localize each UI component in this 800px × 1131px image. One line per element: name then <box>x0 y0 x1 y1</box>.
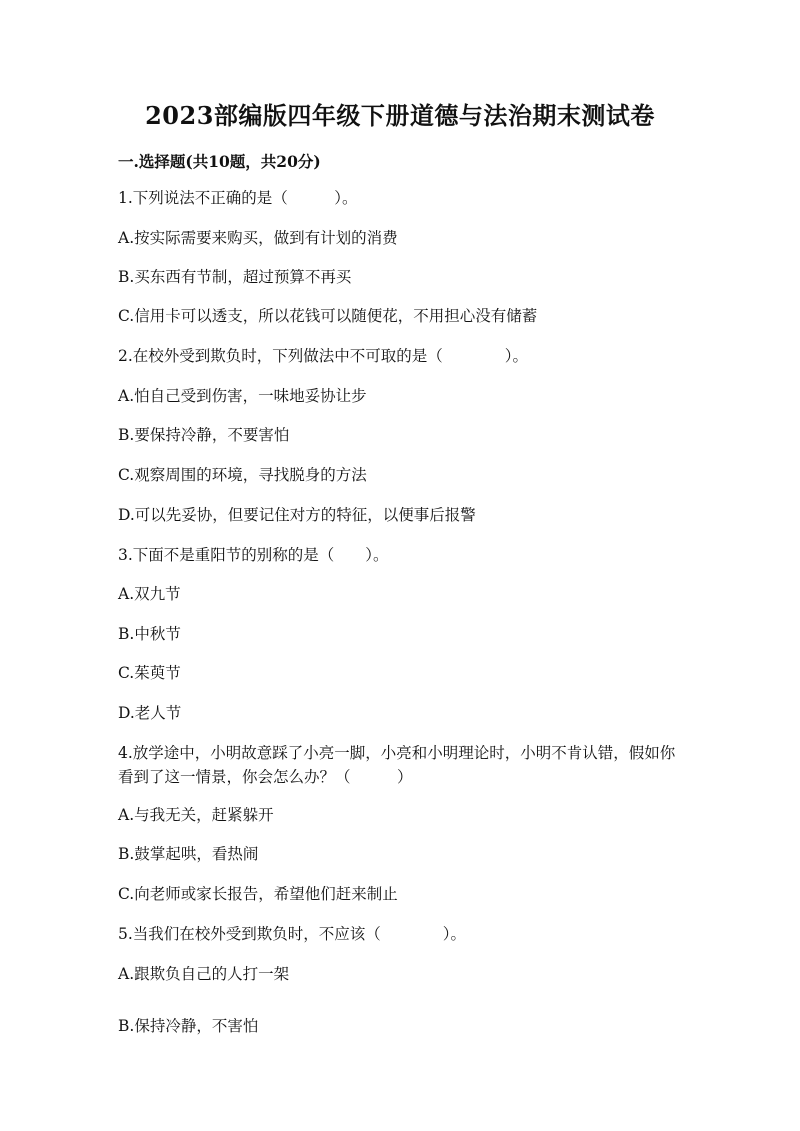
question-1-option-a: A.按实际需要来购买，做到有计划的消费 <box>118 229 398 247</box>
question-1-option-c: C.信用卡可以透支，所以花钱可以随便花，不用担心没有储蓄 <box>118 307 538 325</box>
question-5-stem: 5.当我们在校外受到欺负时，不应该（ ）。 <box>118 925 467 943</box>
question-3-option-d: D.老人节 <box>118 704 182 722</box>
exam-title: 2023部编版四年级下册道德与法治期末测试卷 <box>145 101 655 130</box>
question-4-stem: 4.放学途中，小明故意踩了小亮一脚，小亮和小明理论时，小明不肯认错，假如你看到了这一情景，你会怎么办？（ ） <box>118 744 676 786</box>
question-5-option-a: A.跟欺负自己的人打一架 <box>118 965 290 983</box>
question-2-stem: 2.在校外受到欺负时，下列做法中不可取的是（ ）。 <box>118 347 529 365</box>
question-4-option-a: A.与我无关，赶紧躲开 <box>118 806 274 824</box>
question-2-option-c: C.观察周围的环境，寻找脱身的方法 <box>118 466 367 484</box>
question-2-option-d: D.可以先妥协，但要记住对方的特征，以便事后报警 <box>118 506 476 524</box>
question-3-option-c: C.茱萸节 <box>118 664 181 682</box>
question-2-option-b: B.要保持冷静，不要害怕 <box>118 426 290 444</box>
question-1-stem: 1.下列说法不正确的是（ ）。 <box>118 189 358 207</box>
question-3-option-b: B.中秋节 <box>118 625 181 643</box>
question-4-option-b: B.鼓掌起哄，看热闹 <box>118 845 259 863</box>
section-heading: 一.选择题(共10题，共20分) <box>118 152 321 171</box>
question-5-option-b: B.保持冷静，不害怕 <box>118 1017 259 1035</box>
question-1-option-b: B.买东西有节制，超过预算不再买 <box>118 268 352 286</box>
question-3-option-a: A.双九节 <box>118 585 181 603</box>
question-4-option-c: C.向老师或家长报告，希望他们赶来制止 <box>118 885 398 903</box>
question-3-stem: 3.下面不是重阳节的别称的是（ ）。 <box>118 546 389 564</box>
question-2-option-a: A.怕自己受到伤害，一味地妥协让步 <box>118 387 367 405</box>
